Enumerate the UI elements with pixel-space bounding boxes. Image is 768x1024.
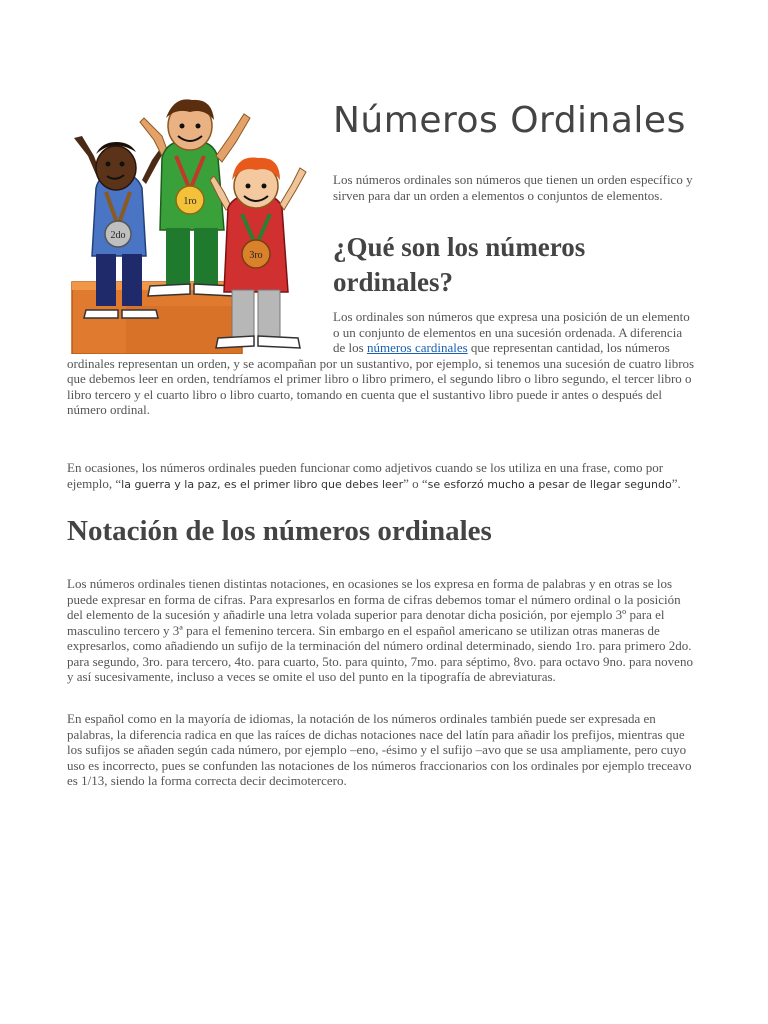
notation-heading: Notación de los números ordinales xyxy=(67,515,492,547)
definition-line-3 xyxy=(67,340,699,356)
adjectives-middle: ” o “ xyxy=(403,475,428,491)
medal-second-label: 2do xyxy=(110,230,126,241)
example-quote-2: se esforzó mucho a pesar de llegar segundo xyxy=(427,477,672,491)
adjectives-text: En ocasiones, los números ordinales pueden funcionar como adjetivos cuando se los utiliza en una frase, como por ejemplo, “ xyxy=(67,460,664,491)
notation-paragraph-2: En español como en la mayoría de idiomas, la notación de los números ordinales también puede ser expresada en palabras, la diferencia radica en que las raíces de dichas notaciones nace del latín para añadir los prefijos, mientras que los sufijos se añaden según cada número, por ejemplo –eno, -ésimo y el sufijo –avo que se usa ampliamente, pero cuyo uso es incorrecto, pues se confunden las notaciones de los números fraccionarios con los ordinales por ejemplo treceavo es 1/13, siendo la forma correcta decir decimotercero. xyxy=(67,711,692,788)
question-heading: ¿Qué son los números ordinales? xyxy=(333,232,586,297)
intro-paragraph: Los números ordinales son números que tienen un orden específico y sirven para dar un orden a elementos o conjuntos de elementos. xyxy=(333,172,693,203)
medal-third-label: 3ro xyxy=(249,250,263,261)
notation-paragraph-1: Los números ordinales tienen distintas notaciones, en ocasiones se los expresa en forma de palabras y en otras se los puede expresar en forma de cifras. Para expresarlos en forma de cifras debemos tomar el número ordinal o la posición del elemento de la sucesión y añadirle una letra volada superior para denotar dicha posición, por ejemplo 3º para el masculino tercero y 3ª para el femenino tercera. Sin embargo en el español americano se utilizan otras maneras de expresarlos, como añadiendo un sufijo de la terminación del número ordinal determinado, siendo 1ro. para primero 2do. para segundo, 3ro. para tercero, 4to. para cuarto, 5to. para quinto, 7mo. para séptimo, 8vo. para octavo 9no. para noveno y así sucesivamente, incluso a veces se omite el uso del punto en la tipografía de abreviaturas. xyxy=(67,576,693,684)
example-quote-1: la guerra y la paz, es el primer libro que debes leer xyxy=(121,477,404,491)
adjectives-paragraph xyxy=(67,460,699,492)
page-title: Números Ordinales xyxy=(333,100,686,141)
definition-line-2: o un conjunto de elementos en una sucesión ordenada. A diferencia xyxy=(333,324,683,340)
definition-rest: ordinales representan un orden, y se acompañan por un sustantivo, por ejemplo, si tenemos una sucesión de cuatro libros que debemos leer en orden, tendríamos el primer libro o libro primero, el segundo libro o libro segundo, el tercer libro o libro tercero y el cuarto libro o libro cuarto, tomando en cuenta que el sustantivo libro puede ir antes o después del número ordinal. xyxy=(67,355,695,417)
definition-line-3-start: de los xyxy=(333,340,367,355)
cardinal-numbers-link[interactable]: números cardinales xyxy=(366,340,468,355)
definition-line-1: Los ordinales son números que expresa una posición de un elemento xyxy=(333,309,690,324)
definition-line-3-end: que representan cantidad, los números xyxy=(467,340,670,355)
definition-paragraph xyxy=(67,309,699,418)
medal-first-label: 1ro xyxy=(183,196,197,207)
adjectives-end: ”. xyxy=(671,475,681,491)
